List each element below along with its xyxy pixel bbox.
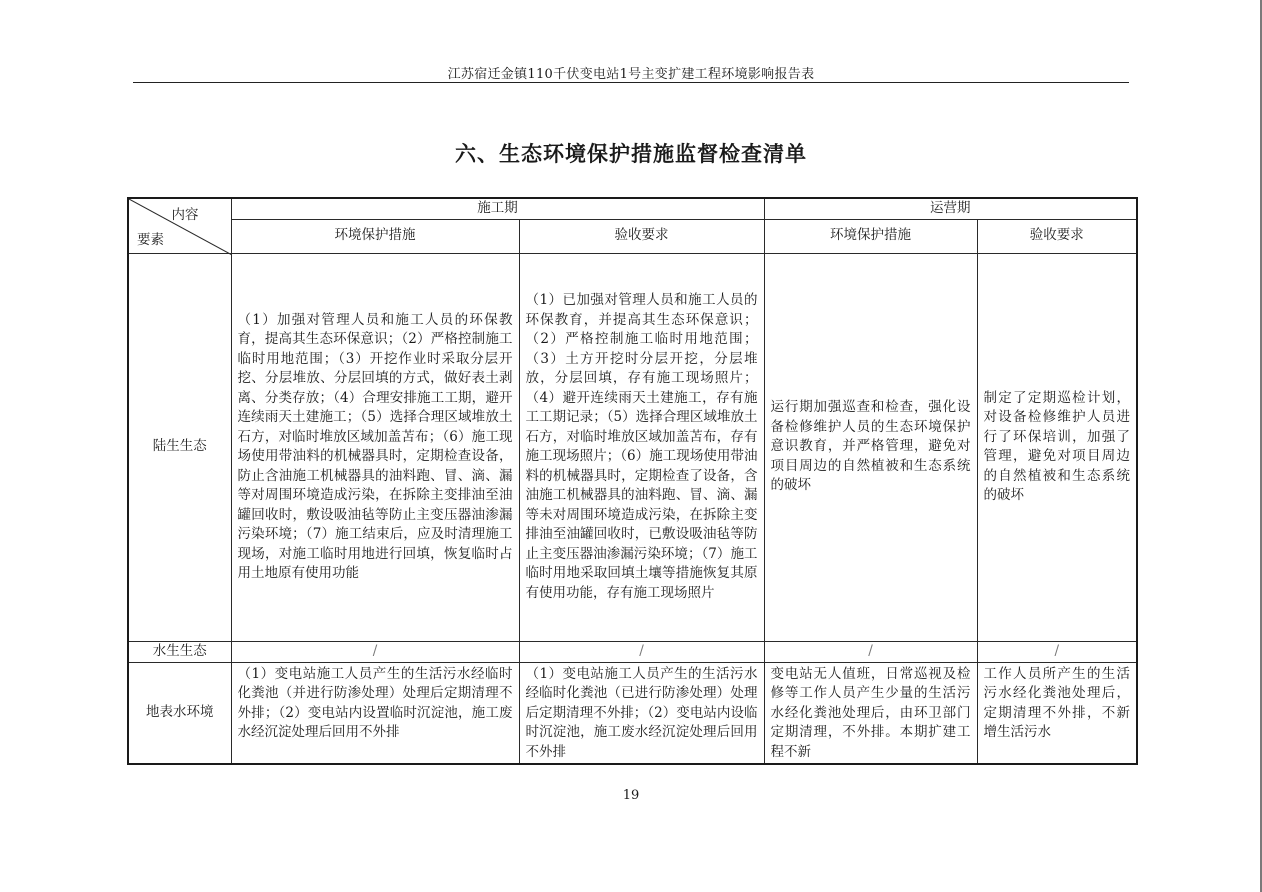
supervision-checklist-table [127, 197, 1138, 765]
col-header-construction-acceptance: 验收要求 [519, 219, 764, 253]
col-header-construction-measures: 环境保护措施 [231, 219, 519, 253]
construction-measures-cell: （1）加强对管理人员和施工人员的环保教育，提高其生态环保意识；（2）严格控制施工临时用地范围；（3）开挖作业时采取分层开挖、分层堆放、分层回填的方式，做好表土剥离、分类存放；（4）合理安排施工工期，避开连续雨天土建施工；（5）选择合理区域堆放土石方，对临时堆放区域加盖苫布；（6）施工现场使用带油料的机械器具时，定期检查设备，防止含油施工机械器具的油料跑、冒、滴、漏等对周围环境造成污染，在拆除主变排油至油罐回收时，敷设吸油毡等防止主变压器油渗漏污染环境；（7）施工结束后，应及时清理施工现场，对施工临时用地进行回填，恢复临时占用土地原有使用功能 [231, 253, 519, 641]
section-title: 六、生态环境保护措施监督检查清单 [455, 142, 807, 166]
header-rule [133, 82, 1129, 83]
header-row-phases [128, 198, 1137, 219]
construction-acceptance-cell: （1）已加强对管理人员和施工人员的环保教育，并提高其生态环保意识；（2）严格控制施工临时用地范围；（3）土方开挖时分层开挖，分层堆放，分层回填，存有施工现场照片；（4）避开连续雨天土建施工，存有施工工期记录；（5）选择合理区域堆放土石方，对临时堆放区域加盖苫布，存有施工现场照片；（6）施工现场使用带油料的机械器具时，定期检查了设备，含油施工机械器具的油料跑、冒、滴、漏等未对周围环境造成污染，在拆除主变排油至油罐回收时，已敷设吸油毡等防止主变压器油渗漏污染环境；（7）施工临时用地采取回填土壤等措施恢复其原有使用功能，存有施工现场照片 [519, 253, 764, 641]
operation-measures-cell: 运行期加强巡查和检查，强化设备检修维护人员的生态环境保护意识教育，并严格管理，避免对项目周边的自然植被和生态系统的破坏 [764, 253, 977, 641]
header-row-columns [128, 219, 1137, 253]
col-header-operation-measures: 环境保护措施 [764, 219, 977, 253]
cell-text: （1）变电站施工人员产生的生活污水经临时化粪池（并进行防渗处理）处理后定期清理不外排；（2）变电站内设置临时沉淀池，施工废水经沉淀处理后回用不外排 [237, 665, 513, 741]
table-row-surface-water [128, 662, 1137, 764]
construction-measures-cell: / [231, 641, 519, 662]
phase-operation-header: 运营期 [764, 198, 1137, 219]
element-cell: 水生生态 [128, 641, 231, 662]
construction-acceptance-cell [519, 662, 764, 764]
operation-acceptance-cell [977, 662, 1137, 764]
operation-measures-cell [764, 662, 977, 764]
element-cell: 地表水环境 [128, 662, 231, 764]
operation-acceptance-cell: / [977, 641, 1137, 662]
cell-text: 工作人员所产生的生活污水经化粪池处理后，定期清理不外排，不新增生活污水 [983, 665, 1130, 741]
corner-label-element: 要素 [137, 232, 164, 248]
running-header: 江苏宿迁金镇110千伏变电站1号主变扩建工程环境影响报告表 [447, 67, 815, 82]
phase-construction-header: 施工期 [231, 198, 764, 219]
table-row-aquatic-ecology [128, 641, 1137, 662]
element-cell: 陆生生态 [128, 253, 231, 641]
corner-header-cell [128, 198, 231, 253]
cell-text: 变电站无人值班，日常巡视及检修等工作人员产生少量的生活污水经化粪池处理后，由环卫部门定期清理，不外排。本期扩建工程不新 [770, 665, 971, 760]
corner-label-content: 内容 [171, 207, 199, 223]
construction-measures-cell [231, 662, 519, 764]
table-row-terrestrial-ecology [128, 253, 1137, 641]
operation-measures-cell: / [764, 641, 977, 662]
operation-acceptance-cell: 制定了定期巡检计划，对设备检修维护人员进行了环保培训，加强了管理，避免对项目周边的自然植被和生态系统的破坏 [977, 253, 1137, 641]
col-header-operation-acceptance: 验收要求 [977, 219, 1137, 253]
page-number: 19 [622, 788, 640, 803]
construction-acceptance-cell: / [519, 641, 764, 662]
cell-text: （1）变电站施工人员产生的生活污水经临时化粪池（已进行防渗处理）处理后定期清理不外排；（2）变电站内设临时沉淀池，施工废水经沉淀处理后回用不外排 [525, 665, 758, 760]
